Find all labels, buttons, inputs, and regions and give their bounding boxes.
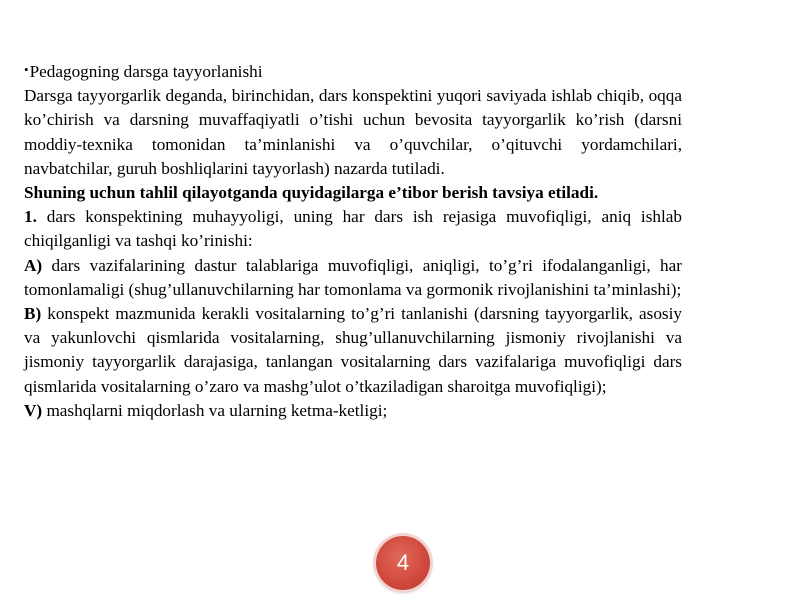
list-item-marker: B) [24, 304, 42, 324]
emphasis-paragraph: Shuning uchun tahlil qilayotganda quyidagilarga e’tibor berish tavsiya etiladi. [24, 183, 599, 203]
slide-title-line [24, 58, 682, 84]
list-item-text: dars konspektining muhayyoligi, uning har dars ish rejasiga muvofiqligi, aniq ishlab chiqilganligi va tashqi ko’rinishi: [24, 207, 682, 251]
page-number-badge [376, 536, 430, 590]
list-item-marker: V) [24, 400, 43, 420]
list-item-a [24, 254, 682, 302]
list-item-text: dars vazifalarining dastur talablariga muvofiqligi, aniqligi, to’g’ri ifodalanganligi, har tomonlamaligi (shug’ullanuvchilarning har tomonlama va gormonik rivojlanishini ta’minlashi); [24, 255, 682, 299]
slide-content [24, 58, 682, 423]
list-item-1 [24, 205, 682, 253]
intro-paragraph: Darsga tayyorgarlik deganda, birinchidan, dars konspektini yuqori saviyada ishlab chiqib, oqqa ko’chirish va darsning muvaffaqiyatli o’tishi uchun bevosita tayyorgarlik ko’rish (darsni moddiy-texnika tomonidan ta’minlanishi va o’quvchilar, o’qituvchi yordamchilari, navbatchilar, guruh boshliqlarini tayyorlash) nazarda tutiladi. [24, 86, 682, 178]
page-number: 4 [396, 550, 410, 575]
list-item-marker: A) [24, 255, 43, 275]
list-item-text: mashqlarni miqdorlash va ularning ketma-ketligi; [42, 400, 388, 420]
slide-title: Pedagogning darsga tayyorlanishi [29, 62, 263, 81]
list-item-v [24, 399, 682, 423]
bullet-icon: • [24, 62, 29, 77]
list-item-marker: 1. [24, 207, 37, 227]
list-item-b [24, 302, 682, 399]
list-item-text: konspekt mazmunida kerakli vositalarning to’g’ri tanlanishi (darsning tayyorgarlik, asosiy va yakunlovchi qismlarida vositalarning, shug’ullanuvchilarning jismoniy rivojlanishi va jismoniy tayyorgarlik darajasiga, tanlangan vositalarning dars vazifalariga muvofiqligi dars qismlarida vositalarning o’zaro va mashg’ulot o’tkaziladigan sharoitga muvofiqligi); [24, 304, 682, 396]
